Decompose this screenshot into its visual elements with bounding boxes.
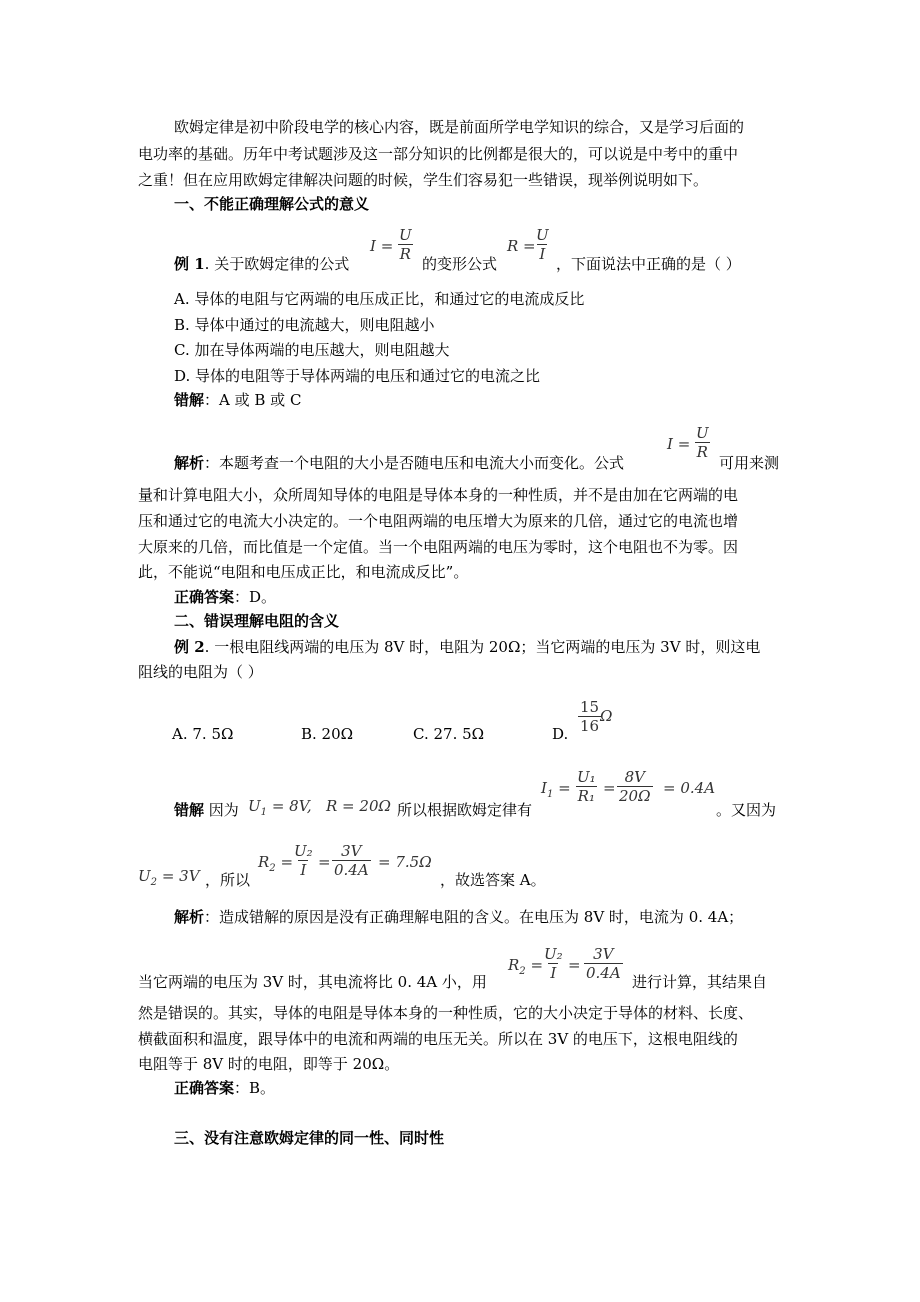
analysis-r2-equals: = (568, 956, 581, 974)
analysis-r2-frac1-num: U₂ (544, 945, 563, 963)
analysis-r2-fraction-2 (584, 945, 623, 982)
correct-answer-2-label: 正确答案 (174, 1079, 235, 1097)
analysis-2-label: 解析 (174, 908, 205, 926)
analysis-1-line-1-end: 可用来测 (719, 454, 780, 472)
r2-equals: = (318, 853, 331, 871)
i1-equals: = (603, 779, 616, 797)
i1-fraction-1 (575, 768, 598, 805)
r2-frac1-num: U₂ (294, 842, 313, 860)
analysis-formula-fraction (694, 424, 711, 461)
analysis-r2-symbol: $R_2$ = (508, 956, 544, 977)
option-d-num: 15 (580, 698, 600, 716)
r2-fraction-1 (292, 842, 315, 879)
option-b: B. 导体中通过的电流越大，则电阻越小 (174, 316, 435, 334)
analysis-formula-num: U (696, 424, 709, 442)
analysis-1-line-3: 压和通过它的电流大小决定的。一个电阻两端的电压增大为原来的几倍，通过它的电流也增 (138, 512, 739, 530)
example-2-line-2: 阻线的电阻为（ ） (138, 663, 263, 681)
formula-2-lhs: R = (507, 237, 536, 255)
analysis-2-line-2-end: 进行计算，其结果自 (632, 973, 768, 991)
formula-1-fraction (397, 226, 414, 263)
wrong-answer-2-choose: ，故选答案 A。 (440, 871, 546, 889)
r2-frac1-den: I (300, 861, 307, 879)
i1-frac1-num: U₁ (577, 768, 596, 786)
wrong-answer-2-label: 错解 (174, 801, 205, 819)
correct-answer-2 (174, 1078, 275, 1098)
formula-2-fraction (534, 226, 551, 263)
wrong-answer-2-ohm-law: 所以根据欧姆定律有 (397, 801, 533, 819)
example-2-option-a: A. 7. 5Ω (172, 725, 234, 743)
analysis-2-text: ：造成错解的原因是没有正确理解电阻的含义。在电压为 8V 时，电流为 0. 4A； (204, 908, 744, 926)
example-2-option-b: B. 20Ω (301, 725, 354, 743)
formula-1-den: R (399, 245, 411, 263)
wrong-answer-1-text: ：A 或 B 或 C (204, 391, 302, 409)
example-2-line-1 (174, 637, 760, 657)
u1-symbol: U (248, 797, 261, 815)
example-1-end: ，下面说法中正确的是（ ） (556, 255, 741, 273)
example-1-label: 例 1 (174, 255, 205, 273)
analysis-r2-frac2-num: 3V (593, 945, 614, 963)
option-d-unit: Ω (600, 707, 613, 725)
example-2-option-c: C. 27. 5Ω (413, 725, 485, 743)
section-2-heading: 二、错误理解电阻的含义 (174, 612, 340, 630)
wrong-answer-2-therefore: ，所以 (205, 871, 251, 889)
example-2-text: . 一根电阻线两端的电压为 8V 时，电阻为 20Ω；当它两端的电压为 3V 时，则这电 (204, 638, 761, 656)
analysis-r2-frac2-den: 0.4A (586, 964, 621, 982)
example-2-option-d: D. (552, 725, 569, 743)
u1-sub: 1 (260, 807, 268, 818)
option-d-den: 16 (580, 717, 600, 735)
analysis-1-text: ：本题考查一个电阻的大小是否随电压和电流大小而变化。公式 (204, 454, 625, 472)
correct-answer-2-text: ：B。 (234, 1079, 276, 1097)
u2-sub: 2 (150, 877, 158, 888)
r-expression: R = 20Ω (326, 797, 391, 815)
i1-result: = 0.4A (663, 779, 716, 797)
wrong-answer-1-label: 错解 (174, 391, 205, 409)
r2-letter: R (258, 853, 270, 871)
example-1-lead: . 关于欧姆定律的公式 (204, 255, 350, 273)
option-d: D. 导体的电阻等于导体两端的电压和通过它的电流之比 (174, 367, 541, 385)
analysis-2-line-4: 横截面积和温度，跟导体中的电流和两端的电压无关。所以在 3V 的电压下，这根电阻线的 (138, 1030, 738, 1048)
u2-expression (138, 866, 200, 893)
r2-result: = 7.5Ω (378, 853, 432, 871)
r2-fraction-2 (332, 842, 371, 879)
option-a: A. 导体的电阻与它两端的电压成正比，和通过它的电流成反比 (174, 290, 585, 308)
analysis-2-line-5: 电阻等于 8V 时的电阻，即等于 20Ω。 (138, 1055, 400, 1073)
correct-answer-1-label: 正确答案 (174, 588, 235, 606)
wrong-answer-2-line-1 (174, 800, 239, 820)
formula-2-den: I (539, 245, 546, 263)
correct-answer-1 (174, 587, 276, 607)
analysis-1-line-4: 大原来的几倍，而比值是一个定值。当一个电阻两端的电压为零时，这个电阻也不为零。因 (138, 538, 739, 556)
u2-symbol: U (138, 867, 151, 885)
i1-sub: 1 (546, 789, 554, 800)
i1-frac2-den: 20Ω (619, 787, 651, 805)
i1-symbol: $I_1$ = (541, 779, 571, 800)
u2-value: = 3V (161, 867, 200, 885)
wrong-answer-2-because: 因为 (204, 801, 239, 819)
intro-line-1: 欧姆定律是初中阶段电学的核心内容，既是前面所学电学知识的综合，又是学习后面的 (174, 118, 745, 136)
example-1-text (174, 254, 349, 274)
analysis-formula-lhs: I = (667, 435, 691, 453)
i1-fraction-2 (617, 768, 653, 805)
wrong-answer-2-also: 。又因为 (716, 801, 777, 819)
example-1-mid: 的变形公式 (422, 255, 498, 273)
analysis-2-line-3: 然是错误的。其实，导体的电阻是导体本身的一种性质，它的大小决定于导体的材料、长度、 (138, 1004, 754, 1022)
i1-frac1-den: R₁ (577, 787, 595, 805)
option-d-fraction (578, 698, 601, 735)
i1-letter: I (541, 779, 547, 797)
r2-frac2-num: 3V (341, 842, 362, 860)
r2-sub: 2 (269, 863, 276, 874)
analysis-1-line-5: 此，不能说“电阻和电压成正比，和电流成反比”。 (138, 563, 469, 581)
formula-1-num: U (399, 226, 412, 244)
intro-line-3: 之重！但在应用欧姆定律解决问题的时候，学生们容易犯一些错误，现举例说明如下。 (138, 171, 709, 189)
analysis-1-line-1 (174, 453, 624, 473)
analysis-2-line-2: 当它两端的电压为 3V 时，其电流将比 0. 4A 小，用 (138, 973, 487, 991)
formula-1-lhs: I = (370, 237, 394, 255)
u1-value: = 8V (271, 797, 307, 815)
correct-answer-1-text: ：D。 (234, 588, 277, 606)
analysis-1-label: 解析 (174, 454, 205, 472)
section-3-heading: 三、没有注意欧姆定律的同一性、同时性 (174, 1129, 445, 1147)
analysis-r2-letter: R (508, 956, 520, 974)
example-2-label: 例 2 (174, 638, 205, 656)
intro-line-2: 电功率的基础。历年中考试题涉及这一部分知识的比例都是很大的，可以说是中考中的重中 (138, 145, 739, 163)
analysis-r2-sub: 2 (519, 966, 526, 977)
r2-frac2-den: 0.4A (334, 861, 369, 879)
analysis-1-line-2: 量和计算电阻大小，众所周知导体的电阻是导体本身的一种性质，并不是由加在它两端的电 (138, 486, 739, 504)
analysis-2-line-1 (174, 907, 743, 927)
formula-2-num: U (536, 226, 549, 244)
u1-expression: $U_1 = 8V$, (248, 797, 312, 818)
wrong-answer-1 (174, 390, 301, 410)
i1-frac2-num: 8V (624, 768, 645, 786)
section-1-heading: 一、不能正确理解公式的意义 (174, 195, 370, 213)
option-c: C. 加在导体两端的电压越大，则电阻越大 (174, 341, 450, 359)
analysis-r2-frac1-den: I (550, 964, 557, 982)
analysis-r2-fraction-1 (542, 945, 565, 982)
r2-symbol: $R_2$ = (258, 853, 294, 874)
analysis-formula-den: R (696, 443, 708, 461)
